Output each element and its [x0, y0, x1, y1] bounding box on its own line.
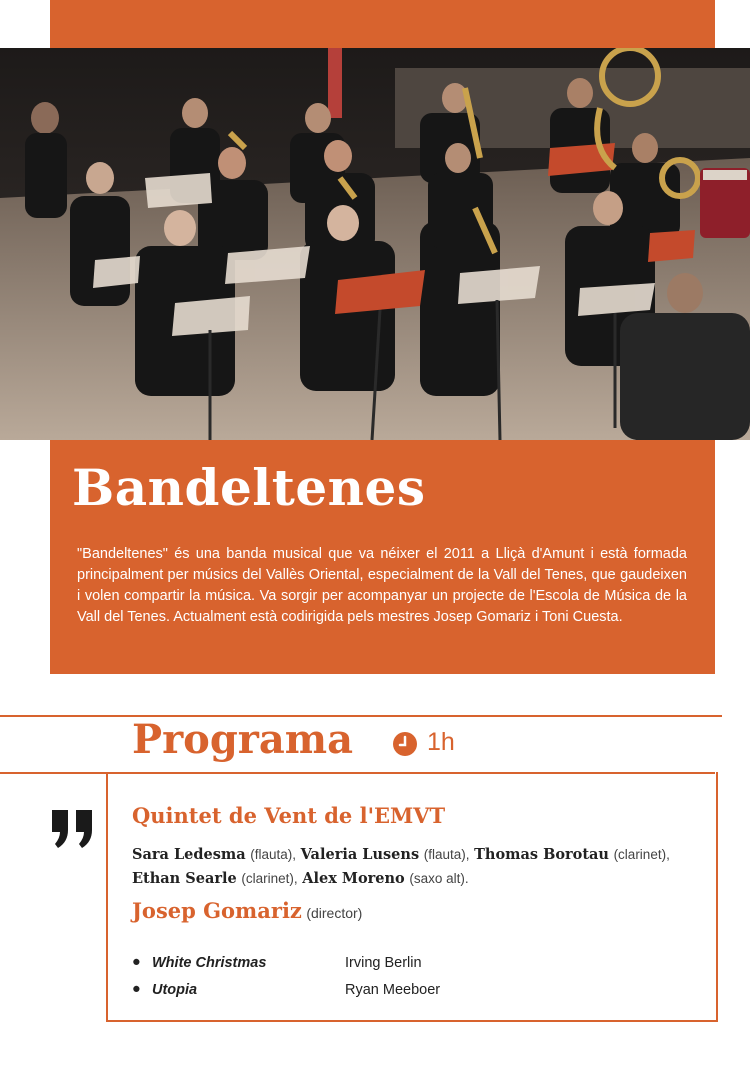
performer: Alex Moreno (saxo alt). [302, 870, 469, 887]
band-description: "Bandeltenes" és una banda musical que va néixer el 2011 a Lliçà d'Amunt i està formada principalment per músics del Vallès Oriental, especialment de la Vall del Tenes, que gaudeixen i volen compartir la música. Va sorgir per acompanyar un projecte de l'Escola de Música de la Vall del Tenes. Actualment està codirigida pels mestres Josep Gomariz i Toni Cuesta. [77, 546, 687, 625]
work-composer: Irving Berlin [345, 955, 422, 971]
ensemble-name: Quintet de Vent de l'EMVT [132, 803, 446, 828]
band-photo [0, 48, 750, 440]
performer: Valeria Lusens (flauta), [300, 846, 470, 863]
director-role: (director) [306, 905, 363, 921]
work-title: White Christmas [152, 955, 267, 971]
performers-list [132, 843, 692, 891]
intro-box [50, 440, 715, 674]
wind-band-photo-illustration [0, 48, 750, 440]
clock-icon [392, 731, 418, 762]
work-title: Utopia [152, 982, 198, 998]
director-name: Josep Gomariz [132, 898, 302, 923]
performer: Sara Ledesma (flauta), [132, 846, 297, 863]
band-title: Bandeltenes [72, 458, 426, 517]
quote-icon [50, 808, 94, 855]
top-color-band [50, 0, 715, 48]
director-line [132, 898, 362, 923]
program-divider-top [0, 715, 722, 717]
program-title: Programa [132, 716, 354, 763]
bullet-icon: ● [132, 981, 141, 997]
program-duration: 1h [427, 728, 455, 756]
performer: Ethan Searle (clarinet), [132, 870, 298, 887]
bullet-icon: ● [132, 954, 141, 970]
performer: Thomas Borotau (clarinet), [474, 846, 670, 863]
work-composer: Ryan Meeboer [345, 982, 441, 998]
